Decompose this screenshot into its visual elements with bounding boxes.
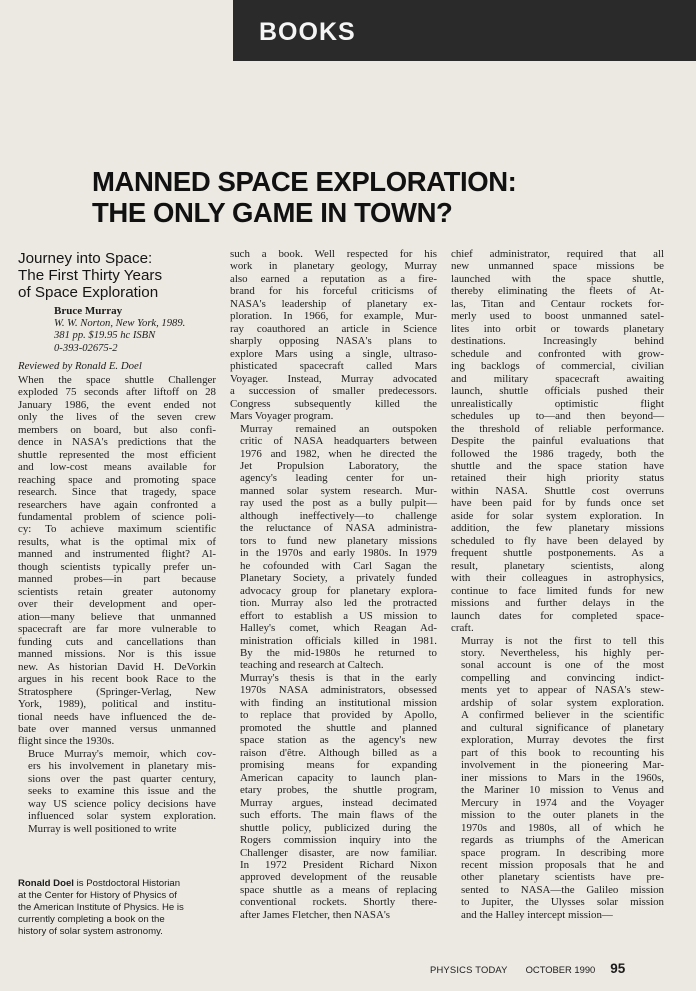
text-line: las, Titan and Centaur rockets for- <box>451 297 664 310</box>
text-line: mission to the outer planets in the <box>461 809 664 822</box>
text-line: Murray's thesis is that in the early <box>240 671 437 684</box>
text-line: with finding an institutional mission <box>240 696 437 709</box>
text-line: sions over the past quarter century, <box>28 772 216 785</box>
text-line: involvement in the pioneering Mar- <box>461 759 664 772</box>
text-line: continue to face limited funds for new <box>451 584 664 597</box>
article-column-1 <box>18 248 216 835</box>
text-line: promising means for expanding <box>240 759 437 772</box>
text-line: with their colleagues in astrophysics, <box>451 572 664 585</box>
text-line: followed the 1986 tragedy, both the <box>451 447 664 460</box>
text-line: to Jupiter, the Ulysses solar mission <box>461 896 664 909</box>
paragraph <box>18 374 216 748</box>
text-line: funding cuts and cancellations than <box>18 635 216 648</box>
bio-line: history of solar system astronomy. <box>18 925 163 937</box>
text-line: a succession of smaller predecessors. <box>230 385 437 398</box>
text-line: also earned a reputation as a fire- <box>230 272 437 285</box>
text-line: exploded 75 seconds after liftoff on 28 <box>18 386 216 399</box>
text-line: ardship of solar system exploration. <box>461 696 664 709</box>
text-line: scheduled to fly have been delayed by <box>451 534 664 547</box>
text-line: ray used the post as a bully pulpit— <box>240 497 437 510</box>
text-line: Stratosphere (Springer-Verlag, New <box>18 685 216 698</box>
book-isbn: 0-393-02675-2 <box>54 342 118 354</box>
text-line: scientists retain greater autonomy <box>18 585 216 598</box>
article-column-2 <box>230 248 437 921</box>
book-title-line: The First Thirty Years <box>18 267 163 284</box>
text-line: tors to fund new planetary missions <box>240 534 437 547</box>
text-line: members on board, but also confi- <box>18 423 216 436</box>
text-line: Murray remained an outspoken <box>240 422 437 435</box>
text-line: lites into orbit or towards planetary <box>451 322 664 335</box>
text-line: manned probes—in part because <box>18 573 216 586</box>
bio-line: is Postdoctoral Historian <box>73 878 181 889</box>
text-line: space shuttle as a means of replacing <box>240 883 437 896</box>
paragraph <box>18 748 216 835</box>
column-3-paragraphs <box>451 248 664 921</box>
book-title <box>18 250 216 301</box>
text-line: 1970s and 1980s, all of which he <box>461 821 664 834</box>
text-line: story. Nevertheless, his highly per- <box>461 647 664 659</box>
reviewer-credit: Reviewed by Ronald E. Doel <box>18 360 142 373</box>
text-line: schedules up to—and then beyond— <box>451 410 664 423</box>
text-line: have been paid for by funds once set <box>451 497 664 510</box>
text-line: manned and instrumented flight? Al- <box>18 548 216 561</box>
text-line: exploration, Murray devotes the first <box>461 734 664 747</box>
text-line: shuttle represented the most efficient <box>18 448 216 461</box>
text-line: new unmanned space missions be <box>451 260 664 273</box>
column-1-paragraphs <box>18 374 216 835</box>
text-line: recent mission proposals that he and <box>461 858 664 871</box>
text-line: argues in his recent book Race to the <box>18 673 216 686</box>
text-line: York, 1989), political and institu- <box>18 698 216 711</box>
text-line: space program. In describing more <box>461 846 664 859</box>
paragraph <box>451 635 664 922</box>
text-line: he cofounded with Carl Sagan the <box>240 559 437 572</box>
text-line: the Mariner 10 mission to Venus and <box>461 784 664 797</box>
text-line: merly used to boost unmanned satel- <box>451 310 664 323</box>
text-line: to replace that provided by Apollo, <box>240 709 437 722</box>
text-line: tional needs have influenced the de- <box>18 710 216 723</box>
text-line: 1970s NASA administrators, obsessed <box>240 684 437 697</box>
headline-line: MANNED SPACE EXPLORATION: <box>92 166 517 197</box>
text-line: work in planetary geology, Murray <box>230 260 437 273</box>
text-line: aside for solar system exploration. In <box>451 509 664 522</box>
text-line: NASA's leadership of planetary ex- <box>230 297 437 310</box>
text-line: 1976 and 1982, when he directed the <box>240 447 437 460</box>
text-line: space station as the agency's new <box>240 734 437 747</box>
text-line: the threshold of reliable performance. <box>451 422 664 435</box>
text-line: ploration. In 1966, for example, Mur- <box>230 310 437 323</box>
text-line: research. Since that tragedy, space <box>18 486 216 499</box>
text-line: bate over manned versus unmanned <box>18 722 216 735</box>
text-line: new. As historian David H. DeVorkin <box>18 660 216 673</box>
text-line: Mercury in 1974 and the Voyager <box>461 796 664 809</box>
text-line: fundamental problem of science poli- <box>18 511 216 523</box>
section-banner <box>233 0 696 61</box>
column-2-paragraphs <box>230 248 437 921</box>
reviewer-bio <box>18 878 218 938</box>
text-line: though scientists typically prefer un- <box>18 560 216 573</box>
text-line: within NASA. Shuttle cost overruns <box>451 484 664 497</box>
text-line: In 1972 President Richard Nixon <box>240 858 437 871</box>
text-line: result, planetary scientists, along <box>451 559 664 572</box>
text-line: Murray is well positioned to write <box>28 822 177 835</box>
text-line: researchers have again confronted a <box>18 498 216 511</box>
text-line: shuttle policy, publicized during the <box>240 821 437 834</box>
bio-name: Ronald Doel <box>18 878 74 889</box>
text-line: the reluctance of NASA administra- <box>240 522 437 535</box>
page-footer <box>430 961 670 976</box>
text-line: brand for his forceful criticisms of <box>230 285 437 298</box>
text-line: spacecraft are far more vulnerable to <box>18 623 216 636</box>
book-author: Bruce Murray <box>54 305 123 317</box>
text-line: chief administrator, required that all <box>451 248 664 260</box>
text-line: influenced solar system exploration. <box>28 810 216 823</box>
text-line: reaching space and promoting space <box>18 473 216 486</box>
text-line: effort to establish a US mission to <box>240 609 437 622</box>
text-line: and military spacecraft awaiting <box>451 372 664 385</box>
text-line: tion. Murray also led the protracted <box>240 597 437 610</box>
text-line: When the space shuttle Challenger <box>18 373 216 386</box>
article-headline <box>92 166 672 228</box>
text-line: addition, the few planetary missions <box>451 522 664 535</box>
text-line: missions and further delays in the <box>451 597 664 610</box>
text-line: launched with the space shuttle, <box>451 272 664 285</box>
text-line: raison d'être. Although billed as a <box>240 746 437 759</box>
text-line: Halley's comet, which Reagan Ad- <box>240 622 437 635</box>
paragraph <box>230 423 437 672</box>
text-line: craft. <box>451 622 474 635</box>
text-line: regards as triumphs of the American <box>461 834 664 847</box>
text-line: Mars Voyager program. <box>230 410 334 423</box>
paragraph <box>451 248 664 635</box>
text-line: A confirmed believer in the scientific <box>461 709 664 722</box>
book-info <box>54 305 216 355</box>
text-line: thereby eliminating the fleets of At- <box>451 285 664 298</box>
text-line: such a book. Well respected for his <box>230 248 437 260</box>
text-line: ation—many believe that unmanned <box>18 610 216 623</box>
text-line: flight since the 1930s. <box>18 735 115 748</box>
text-line: critic of NASA headquarters between <box>240 435 437 448</box>
text-line: ments yet to appear of NASA's stew- <box>461 684 664 697</box>
text-line: in the 1970s and early 1980s. In 1979 <box>240 547 437 560</box>
text-line: advocacy group for planetary explora- <box>240 584 437 597</box>
text-line: ers his involvement in planetary mis- <box>28 760 216 773</box>
text-line: and cultural significance of planetary <box>461 721 664 734</box>
text-line: Voyager. Instead, Murray advocated <box>230 372 437 385</box>
article-column-3 <box>451 248 664 921</box>
text-line: Rogers commission inquiry into the <box>240 834 437 847</box>
text-line: sharply opposing NASA's plans to <box>230 335 437 348</box>
text-line: and the Halley intercept mission— <box>461 908 613 921</box>
text-line: results, what is the optimal mix of <box>18 535 216 548</box>
headline-line: THE ONLY GAME IN TOWN? <box>92 197 453 228</box>
text-line: By the mid-1980s he returned to <box>240 647 437 659</box>
text-line: way US science policy decisions have <box>28 797 216 810</box>
text-line: Planetary Society, a privately funded <box>240 572 437 585</box>
text-line: manned solar system research. Mur- <box>240 484 437 497</box>
text-line: explore Mars using a single, ultraso- <box>230 347 437 360</box>
book-title-line: of Space Exploration <box>18 284 159 301</box>
text-line: promoted the shuttle and planned <box>240 721 437 734</box>
page-number: 95 <box>610 961 626 976</box>
text-line: sonal account is one of the most <box>461 659 664 672</box>
bio-line: at the Center for History of Physics of <box>18 889 177 901</box>
text-line: American capacity to launch plan- <box>240 771 437 784</box>
text-line: seeks to examine this issue and the <box>28 785 216 798</box>
paragraph <box>230 672 437 921</box>
paragraph <box>230 248 437 423</box>
section-label: BOOKS <box>259 18 356 46</box>
text-line: conventional rockets. Shortly there- <box>240 896 437 909</box>
text-line: launch, shuttle officials pushed their <box>451 385 664 398</box>
text-line: retained their high priority status <box>451 472 664 485</box>
text-line: cy: To achieve maximum scientific <box>18 523 216 536</box>
bio-first-line <box>18 878 218 890</box>
issue-date: OCTOBER 1990 <box>525 964 596 975</box>
text-line: Challenger disaster, are now familiar. <box>240 846 437 859</box>
book-pages-price: 381 pp. $19.95 hc ISBN <box>54 330 156 342</box>
book-publisher: W. W. Norton, New York, 1989. <box>54 317 186 329</box>
journal-name: PHYSICS TODAY <box>430 964 508 975</box>
text-line: manned missions. Nor is this issue <box>18 648 216 661</box>
text-line: etary probes, the shuttle program, <box>240 784 437 797</box>
text-line: schedule and confronted with grow- <box>451 347 664 360</box>
text-line: Murray is not the first to tell this <box>461 634 664 647</box>
text-line: unrealistically optimistic flight <box>451 397 664 410</box>
text-line: only the lives of the seven crew <box>18 411 216 424</box>
bio-line: currently completing a book on the <box>18 913 165 925</box>
text-line: Jet Propulsion Laboratory, the <box>240 459 437 472</box>
text-line: frequent shuttle postponements. As a <box>451 547 664 560</box>
text-line: dence in NASA's predictions that the <box>18 436 216 449</box>
text-line: launch dates for completed space- <box>451 609 664 622</box>
text-line: agency's leading center for un- <box>240 472 437 485</box>
text-line: although ineffectively—to challenge <box>240 509 437 522</box>
text-line: and low-cost means available for <box>18 461 216 474</box>
text-line: over their development and oper- <box>18 598 216 611</box>
text-line: phisticated spacecraft called Mars <box>230 360 437 373</box>
text-line: other planetary scientists have pre- <box>461 871 664 884</box>
text-line: sented to NASA—the Galileo mission <box>461 883 664 896</box>
text-line: Murray argues, instead decimated <box>240 796 437 809</box>
text-line: iner missions to Mars in the 1960s, <box>461 771 664 784</box>
text-line: Bruce Murray's memoir, which cov- <box>28 747 216 760</box>
text-line: ray coauthored an article in Science <box>230 322 437 335</box>
text-line: after James Fletcher, then NASA's <box>240 908 391 921</box>
text-line: Congress subsequently killed the <box>230 397 437 410</box>
text-line: ing backlogs of commercial, civilian <box>451 360 664 373</box>
text-line: approved development of the reusable <box>240 871 437 884</box>
text-line: ministration officials killed in 1981. <box>240 634 437 647</box>
text-line: part of this book to recounting his <box>461 746 664 759</box>
bio-line: the American Institute of Physics. He is <box>18 901 184 913</box>
text-line: destinations. Increasingly behind <box>451 335 664 348</box>
text-line: Despite the painful evaluations that <box>451 435 664 448</box>
book-title-line: Journey into Space: <box>18 250 153 267</box>
text-line: teaching and research at Caltech. <box>240 659 384 672</box>
text-line: January 1986, the event ended not <box>18 398 216 411</box>
text-line: compelling and convincing indict- <box>461 671 664 684</box>
text-line: shuttle and the space station have <box>451 459 664 472</box>
text-line: such efforts. The main flaws of the <box>240 809 437 822</box>
